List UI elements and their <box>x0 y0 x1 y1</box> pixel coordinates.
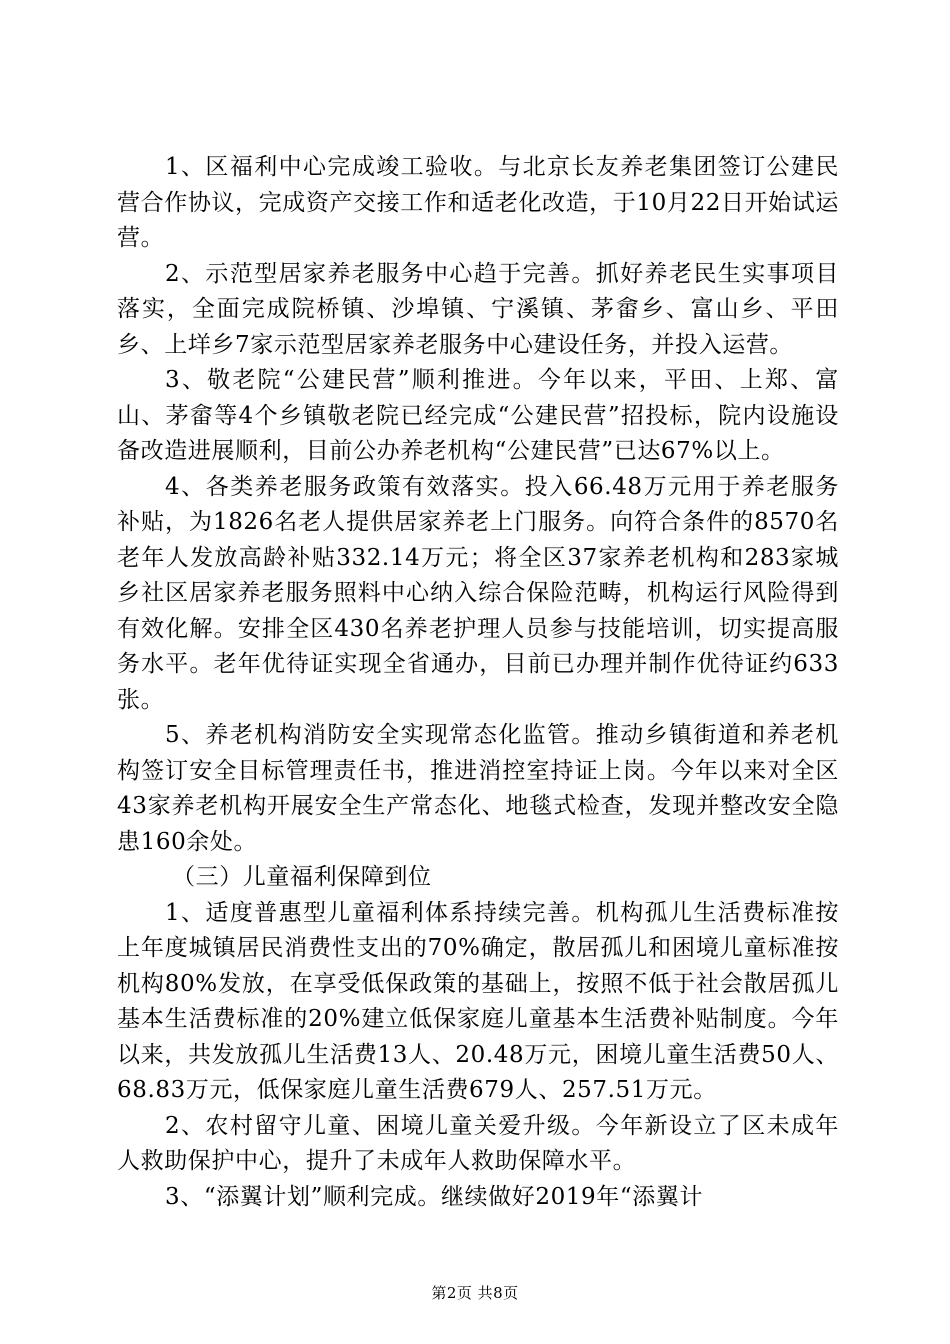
paragraph-welfare-center: 1、区福利中心完成竣工验收。与北京长友养老集团签订公建民营合作协议，完成资产交接工作和适老化改造，于10月22日开始试运营。 <box>117 154 839 251</box>
paragraph-left-behind-children: 2、农村留守儿童、困境儿童关爱升级。今年新设立了区未成年人救助保护中心，提升了未成年人救助保障水平。 <box>117 1112 839 1174</box>
paragraph-elderly-policies: 4、各类养老服务政策有效落实。投入66.48万元用于养老服务补贴，为1826名老人提供居家养老上门服务。向符合条件的8570名老年人发放高龄补贴332.14万元；将全区37家养老机构和283家城乡社区居家养老服务照料中心纳入综合保险范畴，机构运行风险得到有效化解。安排全区430名养老护理人员参与技能培训，切实提高服务水平。老年优待证实现全省通办，目前已办理并制作优待证约633张。 <box>117 473 839 713</box>
paragraph-fire-safety: 5、养老机构消防安全实现常态化监管。推动乡镇街道和养老机构签订安全目标管理责任书，推进消控室持证上岗。今年以来对全区43家养老机构开展安全生产常态化、地毯式检查，发现并整改安全隐患160余处。 <box>117 722 839 855</box>
paragraph-nursing-homes: 3、敬老院“公建民营”顺利推进。今年以来，平田、上郑、富山、茅畲等4个乡镇敬老院已经完成“公建民营”招投标，院内设施设备改造进展顺利，目前公办养老机构“公建民营”已达67%以上。 <box>117 367 839 464</box>
paragraph-wing-plan: 3、“添翼计划”顺利完成。继续做好2019年“添翼计 <box>165 1183 704 1210</box>
paragraph-child-welfare-system: 1、适度普惠型儿童福利体系持续完善。机构孤儿生活费标准按上年度城镇居民消费性支出的70%确定，散居孤儿和困境儿童标准按机构80%发放，在享受低保政策的基础上，按照不低于社会散居孤儿基本生活费标准的20%建立低保家庭儿童基本生活费补贴制度。今年以来，共发放孤儿生活费13人、20.48万元，困境儿童生活费50人、68.83万元，低保家庭儿童生活费679人、257.51万元。 <box>117 899 839 1103</box>
section-heading-child-welfare: （三）儿童福利保障到位 <box>172 864 432 890</box>
paragraph-home-care-centers: 2、示范型居家养老服务中心趋于完善。抓好养老民生实事项目落实，全面完成院桥镇、沙埠镇、宁溪镇、茅畲乡、富山乡、平田乡、上垟乡7家示范型居家养老服务中心建设任务，并投入运营。 <box>117 260 839 358</box>
document-body <box>117 150 839 1215</box>
page-number-footer: 第2页 共8页 <box>431 1284 519 1302</box>
